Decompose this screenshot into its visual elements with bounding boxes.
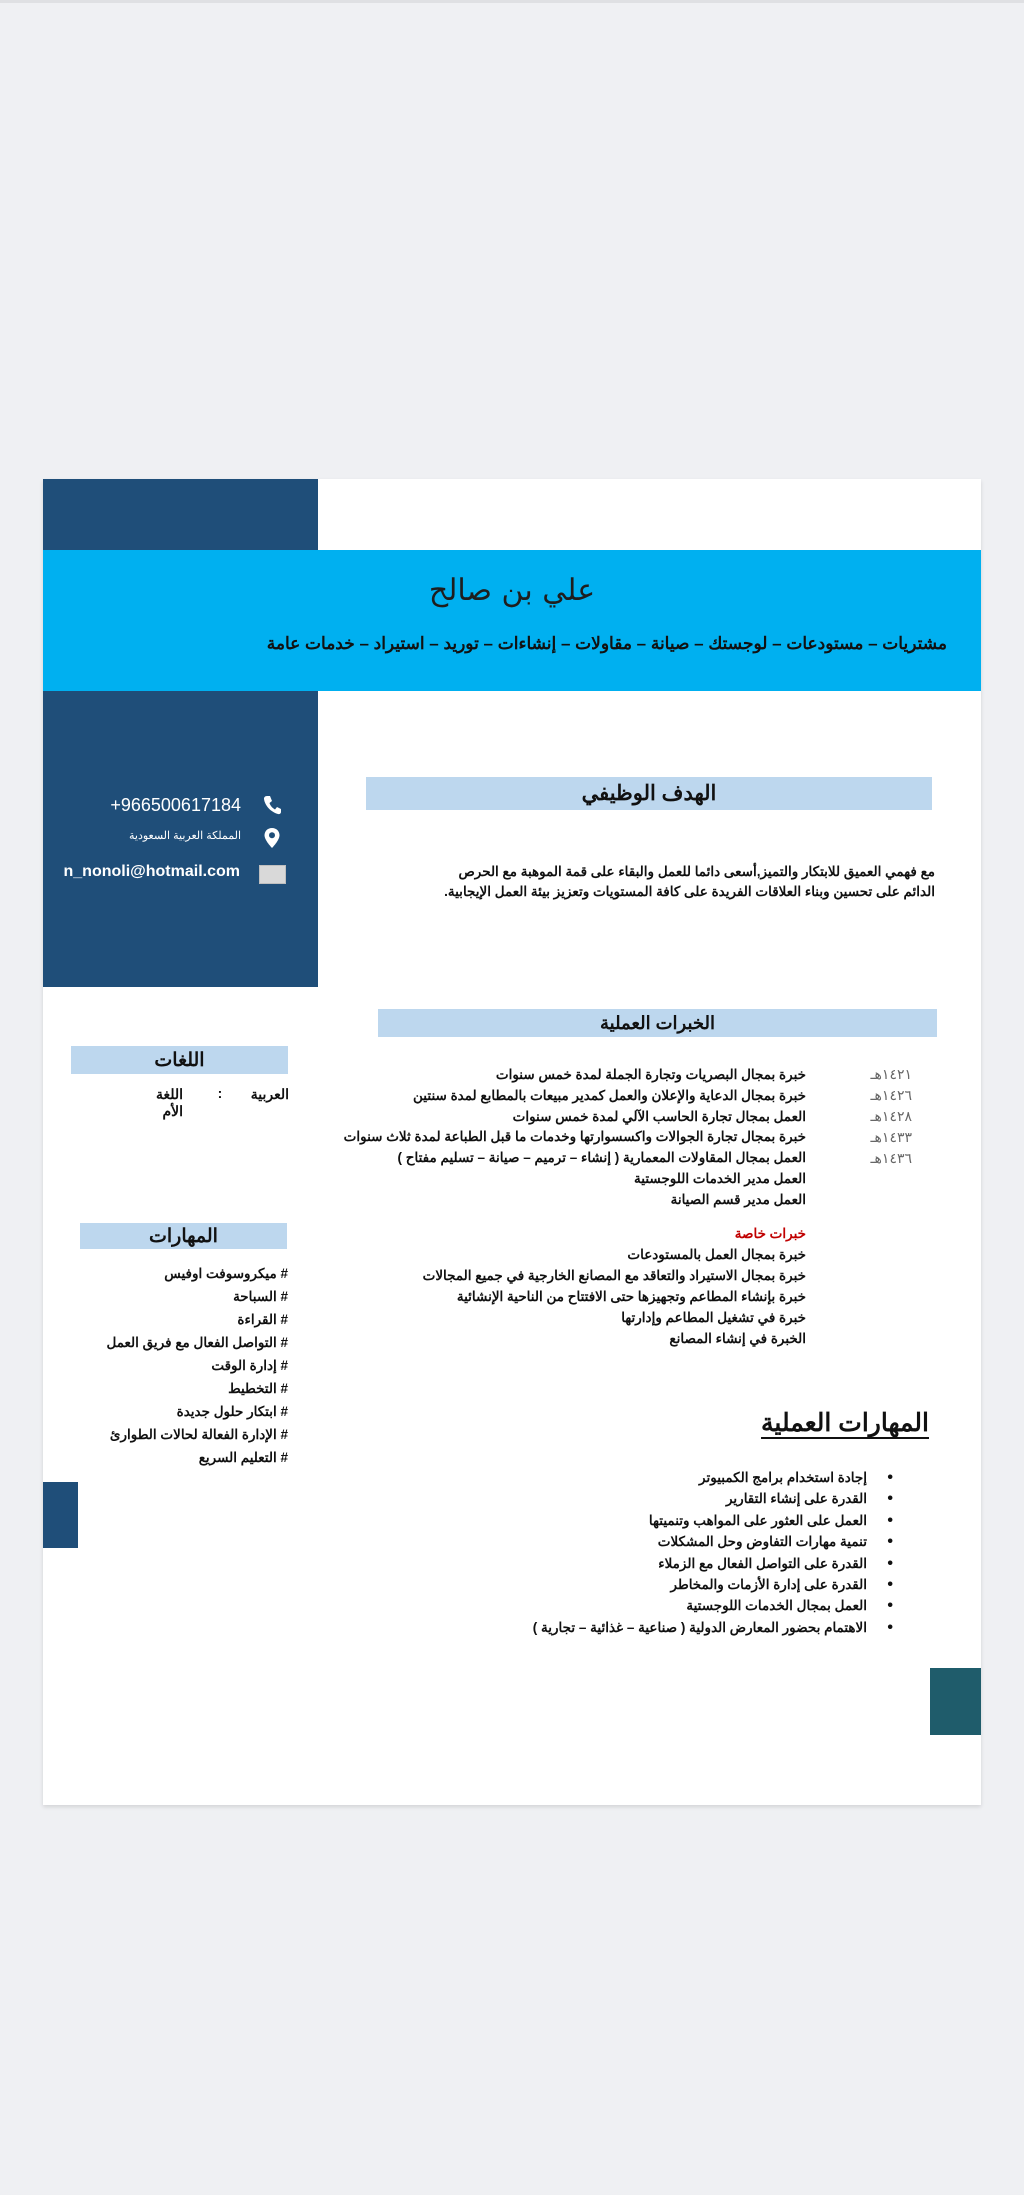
contact-box — [43, 691, 318, 987]
experience-heading — [378, 1009, 937, 1037]
language-separator: : — [217, 1085, 223, 1101]
experience-year: ١٤٢٦هـ — [870, 1087, 912, 1103]
experience-item: خبرة بمجال تجارة الجوالات واكسسوارتها وخدمات ما قبل الطباعة لمدة ثلاث سنوات — [343, 1129, 806, 1145]
skill-item: # التعليم السريع — [198, 1450, 288, 1465]
practical-skill-item: • العمل على العثور على المواهب وتنميتها — [333, 1510, 893, 1531]
experience-heading-text: الخبرات العملية — [599, 1012, 716, 1033]
experience-item: العمل مدير قسم الصيانة — [670, 1191, 806, 1207]
location-pin-icon — [263, 827, 281, 849]
skill-item: # القراءة — [237, 1312, 288, 1327]
experience-item: العمل مدير الخدمات اللوجستية — [634, 1170, 806, 1186]
language-name: العربية — [250, 1086, 289, 1102]
special-heading: خبرات خاصة — [734, 1226, 806, 1241]
practical-skills-heading: المهارات العملية — [761, 1409, 929, 1437]
experience-year: ١٤٣٣هـ — [870, 1129, 912, 1145]
practical-skill-item: • تنمية مهارات التفاوض وحل المشكلات — [333, 1531, 893, 1552]
special-item: الخبرة في إنشاء المصانع — [669, 1331, 806, 1346]
decor-block-left — [43, 1482, 78, 1548]
contact-location: المملكة العربية السعودية — [129, 830, 241, 842]
resume-page — [43, 479, 981, 1805]
practical-skill-item: • القدرة على التواصل الفعال مع الزملاء — [333, 1553, 893, 1574]
phone-icon — [262, 794, 282, 816]
candidate-fields: مشتريات – مستودعات – لوجستك – صيانة – مقاولات – إنشاءات – توريد – استيراد – خدمات عامة — [266, 634, 947, 653]
languages-heading-text: اللغات — [154, 1049, 205, 1071]
decor-block-right — [930, 1668, 981, 1735]
special-item: خبرة بمجال الاستيراد والتعاقد مع المصانع الخارجية في جميع المجالات — [422, 1268, 806, 1283]
experience-list — [246, 1065, 806, 1211]
sidebar-top-block — [43, 479, 318, 550]
skills-heading-text: المهارات — [149, 1225, 218, 1247]
experience-item: العمل بمجال المقاولات المعمارية ( إنشاء – ترميم – صيانة – تسليم مفتاح ) — [397, 1150, 806, 1166]
experience-item: العمل بمجال تجارة الحاسب الآلي لمدة خمس سنوات — [512, 1108, 806, 1124]
special-experience — [246, 1223, 806, 1349]
skills-heading — [80, 1223, 287, 1249]
practical-skill-item: • العمل بمجال الخدمات اللوجستية — [333, 1595, 893, 1616]
special-item: خبرة بمجال العمل بالمستودعات — [627, 1247, 806, 1262]
experience-year: ١٤٢١هـ — [870, 1066, 912, 1082]
skill-item: # ابتكار حلول جديدة — [176, 1404, 288, 1419]
skill-item: # التخطيط — [228, 1381, 288, 1396]
skill-item: # إدارة الوقت — [211, 1358, 288, 1373]
skills-list — [58, 1262, 288, 1469]
objective-line: الدائم على تحسين وبناء العلاقات الفريدة على كافة المستويات وتعزيز بيئة العمل الإيجابية. — [444, 884, 935, 899]
practical-skill-item: • القدرة على إنشاء التقارير — [333, 1488, 893, 1509]
experience-year: ١٤٢٨هـ — [870, 1108, 912, 1124]
experience-item: خبرة بمجال الدعاية والإعلان والعمل كمدير مبيعات بالمطابع لمدة سنتين — [413, 1087, 806, 1103]
language-level: اللغة الأم — [155, 1086, 183, 1119]
languages-heading — [71, 1046, 288, 1074]
practical-skill-item: • إجادة استخدام برامج الكمبيوتر — [333, 1467, 893, 1488]
experience-year: ١٤٣٦هـ — [870, 1150, 912, 1166]
experience-item: خبرة بمجال البصريات وتجارة الجملة لمدة خمس سنوات — [495, 1067, 806, 1082]
skill-item: # التواصل الفعال مع فريق العمل — [106, 1335, 288, 1350]
contact-phone[interactable]: +966500617184 — [110, 795, 241, 815]
contact-email[interactable]: n_nonoli@hotmail.com — [63, 863, 240, 880]
objective-heading-text: الهدف الوظيفي — [581, 782, 717, 805]
candidate-name: علي بن صالح — [428, 573, 596, 608]
skill-item: # الإدارة الفعالة لحالات الطوارئ — [109, 1427, 288, 1442]
top-border — [0, 0, 1024, 3]
objective-line: مع فهمي العميق للابتكار والتميز,أسعى دائما للعمل والبقاء على قمة الموهبة مع الحرص — [458, 864, 935, 879]
envelope-icon — [259, 865, 286, 884]
practical-skill-item: • القدرة على إدارة الأزمات والمخاطر — [333, 1574, 893, 1595]
skill-item: # ميكروسوفت اوفيس — [164, 1266, 288, 1281]
objective-heading — [366, 777, 932, 810]
practical-skills-list — [333, 1467, 893, 1638]
special-item: خبرة بإنشاء المطاعم وتجهيزها حتى الافتتاح من الناحية الإنشائية — [456, 1289, 806, 1304]
skill-item: # السباحة — [233, 1289, 288, 1304]
special-item: خبرة في تشغيل المطاعم وإدارتها — [621, 1310, 806, 1325]
objective-text — [375, 862, 935, 902]
practical-skill-item: • الاهتمام بحضور المعارض الدولية ( صناعية – غذائية – تجارية ) — [333, 1617, 893, 1638]
header-banner — [43, 550, 981, 691]
